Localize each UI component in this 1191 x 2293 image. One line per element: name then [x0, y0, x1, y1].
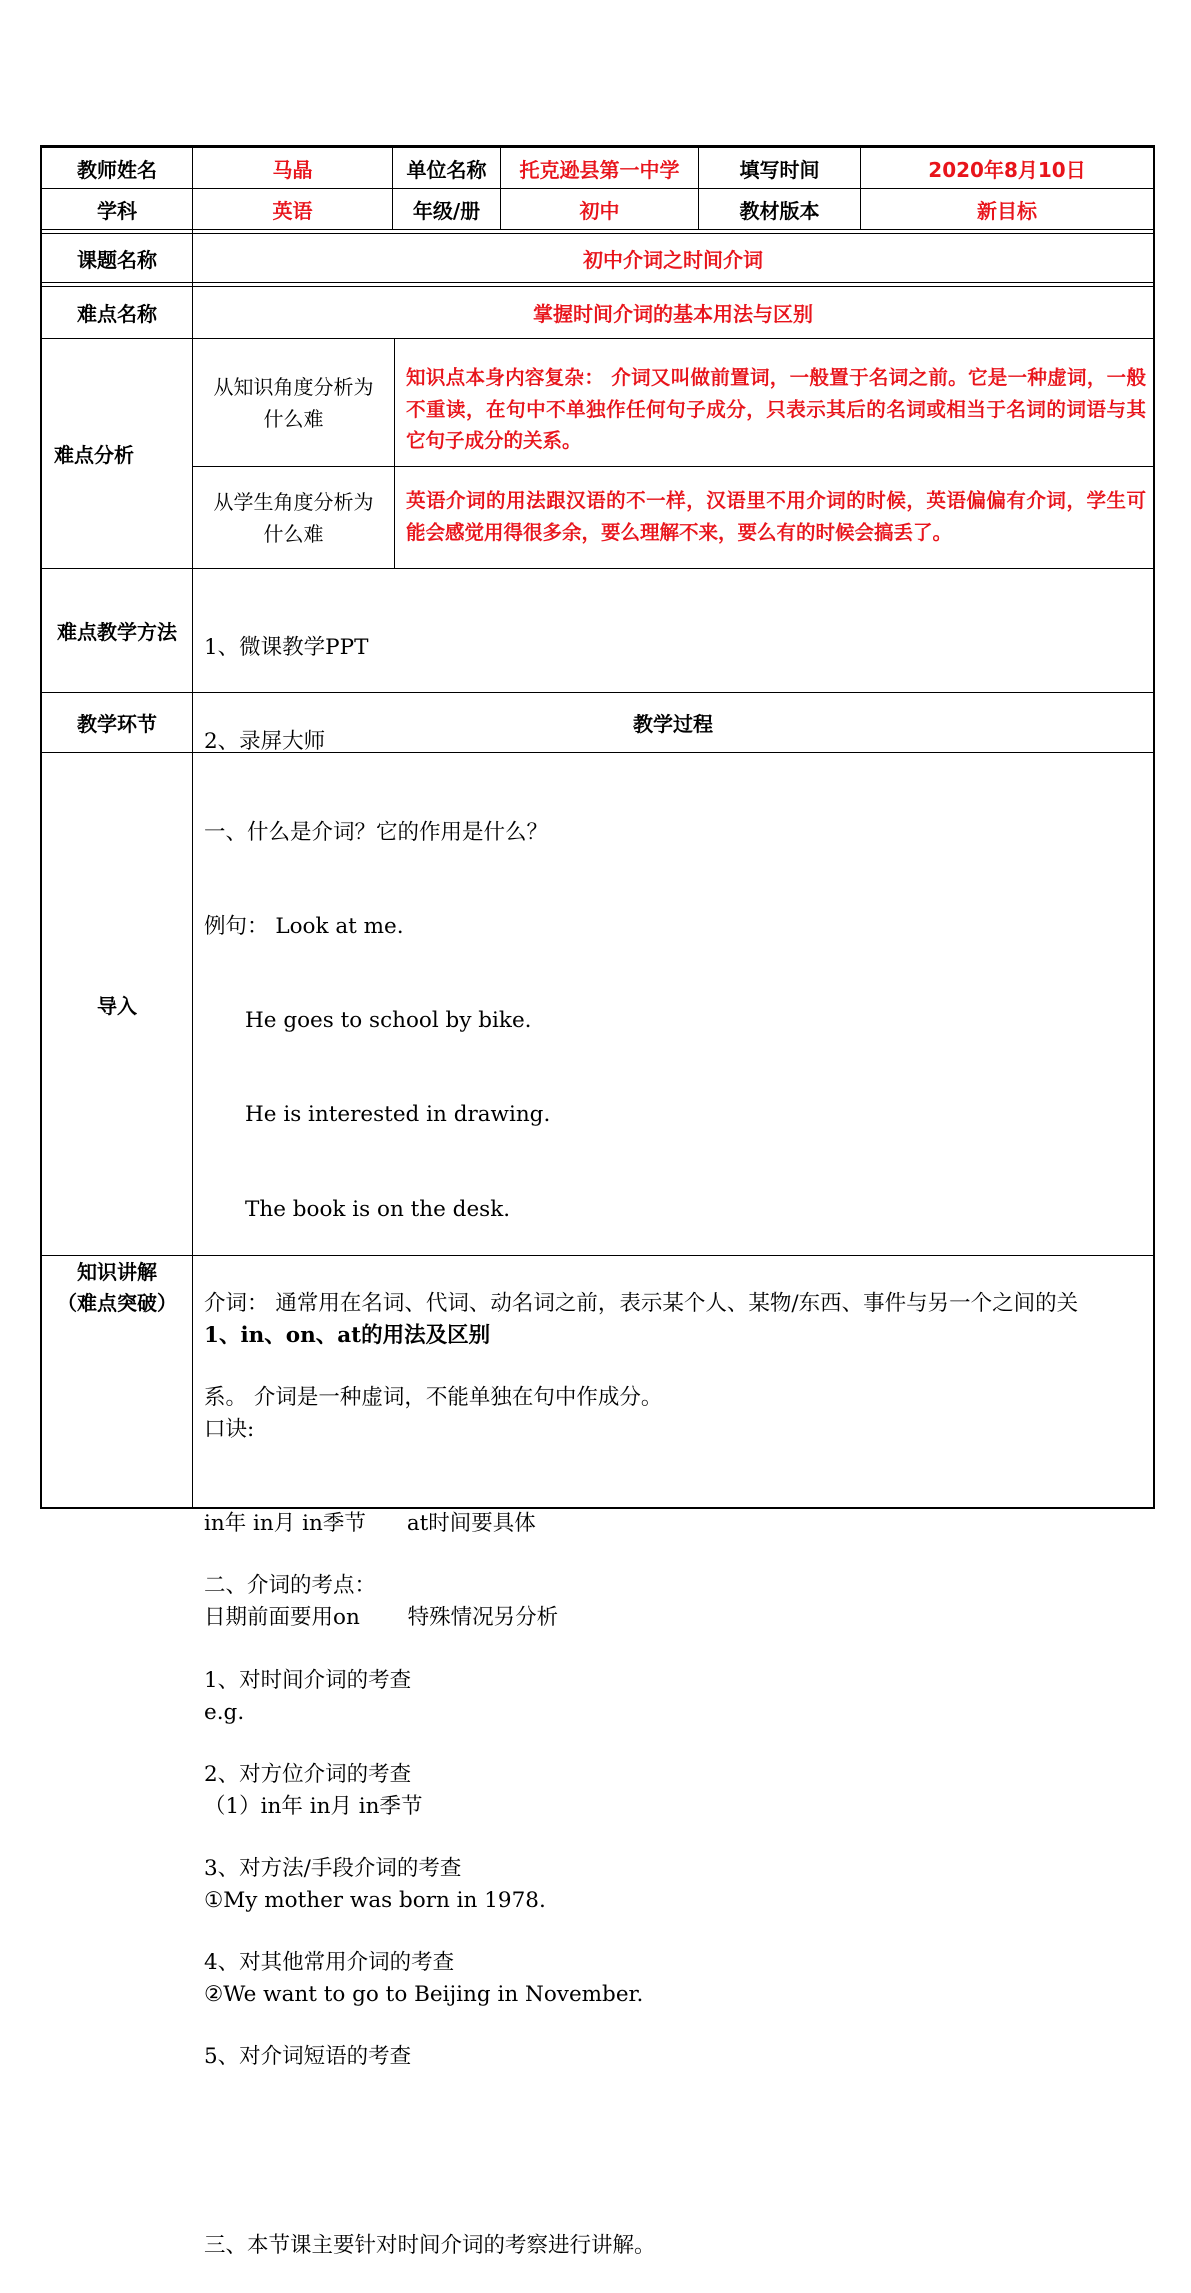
subject-label: 学科	[97, 198, 137, 223]
knowledge-line: in年 in月 in季节 at时间要具体	[204, 1511, 536, 1537]
intro-line: 介词： 通常用在名词、代词、动名词之前，表示某个人、某物/东西、事件与另一个之间的关	[204, 1290, 1079, 1316]
knowledge-angle-label-line-1: 从知识角度分析为	[213, 374, 374, 399]
intro-line	[204, 2136, 1078, 2167]
intro-line: 2、对方位介词的考查	[204, 1761, 412, 1787]
row-divider	[40, 229, 1155, 230]
knowledge-heading: 1、in、on、at的用法及区别	[204, 1322, 491, 1348]
knowledge-content	[204, 1257, 643, 2042]
method-item: 1、微课教学PPT	[204, 634, 369, 660]
grade-label: 年级/册	[412, 198, 481, 223]
fill-date-value: 2020年8月10日	[928, 157, 1086, 182]
knowledge-label-line-1: 知识讲解	[77, 1260, 157, 1284]
intro-line: The book is on the desk.	[204, 1196, 511, 1222]
knowledge-line: e.g.	[204, 1699, 245, 1725]
column-divider	[394, 338, 395, 568]
fill-date-label: 填写时间	[739, 157, 820, 182]
knowledge-line: ①My mother was born in 1978.	[204, 1888, 546, 1914]
teacher-name-label: 教师姓名	[77, 157, 157, 182]
student-angle-label-line-2: 什么难	[263, 521, 324, 546]
knowledge-angle-label-line-2: 什么难	[263, 406, 324, 431]
edition-value: 新目标	[977, 198, 1037, 223]
unit-name-value: 托克逊县第一中学	[519, 157, 680, 182]
knowledge-label	[42, 1256, 192, 1320]
intro-line: 3、对方法/手段介词的考查	[204, 1856, 462, 1882]
stage-header: 教学环节	[77, 712, 157, 736]
intro-line: 三、本节课主要针对时间介词的考察进行讲解。	[204, 2232, 656, 2258]
knowledge-angle-label	[193, 339, 394, 466]
intro-line: 系。 介词是一种虚词，不能单独在句中作成分。	[204, 1385, 663, 1411]
intro-line: He is interested in drawing.	[204, 1102, 551, 1128]
student-angle-text: 英语介词的用法跟汉语的不一样，汉语里不用介词的时候，英语偏偏有介词，学生可能会感觉用得很多余，要么理解不来，要么有的时候会搞丢了。	[406, 489, 1146, 544]
subject-value: 英语	[272, 198, 313, 223]
topic-value: 初中介词之时间介词	[583, 247, 763, 272]
intro-line: 例句： Look at me.	[204, 914, 404, 940]
difficulty-value: 掌握时间介词的基本用法与区别	[533, 302, 813, 326]
difficulty-label: 难点名称	[77, 302, 157, 326]
knowledge-line: ②We want to go to Beijing in November.	[204, 1982, 644, 2008]
edition-label: 教材版本	[739, 198, 820, 223]
method-label: 难点教学方法	[57, 620, 177, 644]
table-border-right	[1153, 145, 1155, 1509]
intro-line: He goes to school by bike.	[204, 1008, 532, 1034]
student-angle-label	[193, 467, 394, 568]
knowledge-line: 日期前面要用on 特殊情况另分析	[204, 1605, 559, 1631]
intro-line: 1、对时间介词的考查	[204, 1667, 412, 1693]
process-header: 教学过程	[633, 712, 713, 736]
intro-line: 二、介词的考点：	[204, 1573, 377, 1599]
intro-line: 5、对介词短语的考查	[204, 2044, 412, 2070]
unit-name-label: 单位名称	[406, 157, 487, 182]
intro-label: 导入	[97, 993, 137, 1018]
grade-value: 初中	[579, 198, 620, 223]
teacher-name-value: 马晶	[272, 157, 313, 182]
row-divider	[40, 282, 1155, 283]
method-item: 2、录屏大师	[204, 729, 326, 755]
knowledge-angle-text: 知识点本身内容复杂： 介词又叫做前置词，一般置于名词之前。它是一种虚词，一般不重读，在句中不单独作任何句子成分，只表示其后的名词或相当于名词的词语与其它句子成分的关系。	[406, 366, 1146, 452]
analysis-label: 难点分析	[54, 443, 134, 467]
knowledge-line: （1）in年 in月 in季节	[204, 1793, 423, 1819]
intro-line: 一、什么是介词？它的作用是什么？	[204, 819, 549, 845]
topic-label: 课题名称	[77, 247, 157, 272]
knowledge-label-line-2: （难点突破）	[57, 1291, 177, 1315]
knowledge-line: 口诀:	[204, 1417, 255, 1443]
student-angle-label-line-1: 从学生角度分析为	[213, 489, 374, 514]
intro-line: 4、对其他常用介词的考查	[204, 1950, 455, 1976]
